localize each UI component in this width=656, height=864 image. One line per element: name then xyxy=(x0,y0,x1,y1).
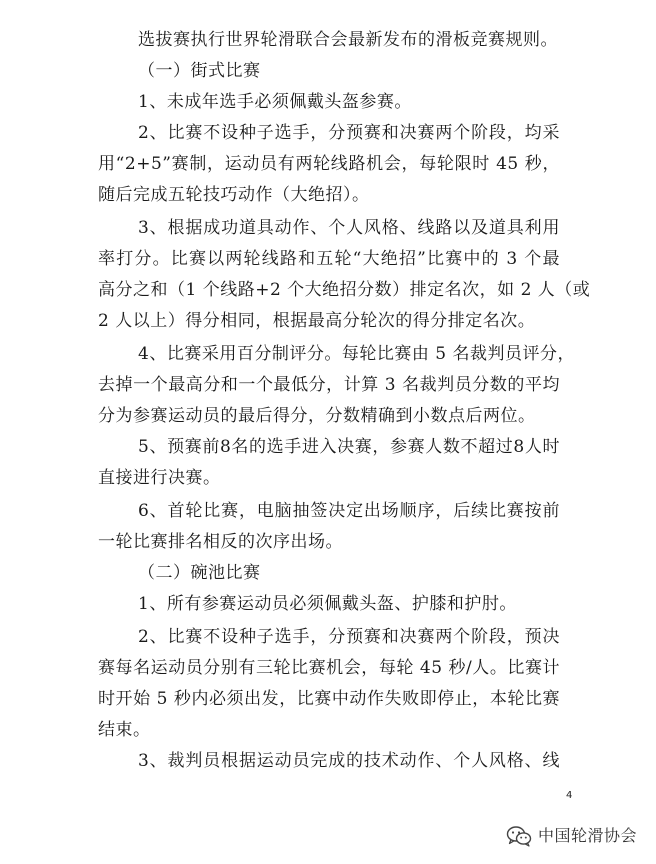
section-heading-bowl: （二）碗池比赛 xyxy=(138,563,261,583)
paragraph-line: 直接进行决赛。 xyxy=(98,468,221,488)
paragraph-line: 6、首轮比赛，电脑抽签决定出场顺序，后续比赛按前 xyxy=(138,501,560,521)
paragraph-line: 用“2+5”赛制，运动员有两轮线路机会，每轮限时 45 秒， xyxy=(98,154,560,174)
paragraph-line: 3、裁判员根据运动员完成的技术动作、个人风格、线 xyxy=(138,751,560,771)
paragraph-line: 5、预赛前8名的选手进入决赛，参赛人数不超过8人时 xyxy=(138,437,560,457)
paragraph-line: 时开始 5 秒内必须出发，比赛中动作失败即停止，本轮比赛 xyxy=(98,689,560,709)
paragraph-line: 结束。 xyxy=(98,720,151,740)
paragraph-line: 2、比赛不设种子选手，分预赛和决赛两个阶段，均采 xyxy=(138,123,560,143)
paragraph-line: 高分之和（1 个线路+2 个大绝招分数）排定名次，如 2 人（或 xyxy=(98,280,591,300)
paragraph-line: 4、比赛采用百分制评分。每轮比赛由 5 名裁判员评分， xyxy=(138,344,575,364)
watermark-text: 中国轮滑协会 xyxy=(538,826,638,845)
section-heading-street: （一）街式比赛 xyxy=(138,61,261,81)
paragraph-line: 3、根据成功道具动作、个人风格、线路以及道具利用 xyxy=(138,218,560,238)
paragraph-line: 随后完成五轮技巧动作（大绝招）。 xyxy=(98,185,370,205)
wechat-icon xyxy=(506,825,532,847)
page-number: 4 xyxy=(566,790,573,801)
paragraph-line: 2、比赛不设种子选手，分预赛和决赛两个阶段，预决 xyxy=(138,627,560,647)
paragraph-line: 一轮比赛排名相反的次序出场。 xyxy=(98,532,343,552)
paragraph-line: 选拔赛执行世界轮滑联合会最新发布的滑板竞赛规则。 xyxy=(138,30,558,50)
paragraph-line: 率打分。比赛以两轮线路和五轮“大绝招”比赛中的 3 个最 xyxy=(98,249,560,269)
paragraph-line: 1、未成年选手必须佩戴头盔参赛。 xyxy=(138,92,412,112)
paragraph-line: 分为参赛运动员的最后得分，分数精确到小数点后两位。 xyxy=(98,406,536,426)
paragraph-line: 1、所有参赛运动员必须佩戴头盔、护膝和护肘。 xyxy=(138,594,517,614)
paragraph-line: 去掉一个最高分和一个最低分，计算 3 名裁判员分数的平均 xyxy=(98,375,560,395)
paragraph-line: 2 人以上）得分相同，根据最高分轮次的得分排定名次。 xyxy=(98,311,536,331)
paragraph-line: 赛每名运动员分别有三轮比赛机会，每轮 45 秒/人。比赛计 xyxy=(98,658,560,678)
watermark xyxy=(506,822,637,850)
